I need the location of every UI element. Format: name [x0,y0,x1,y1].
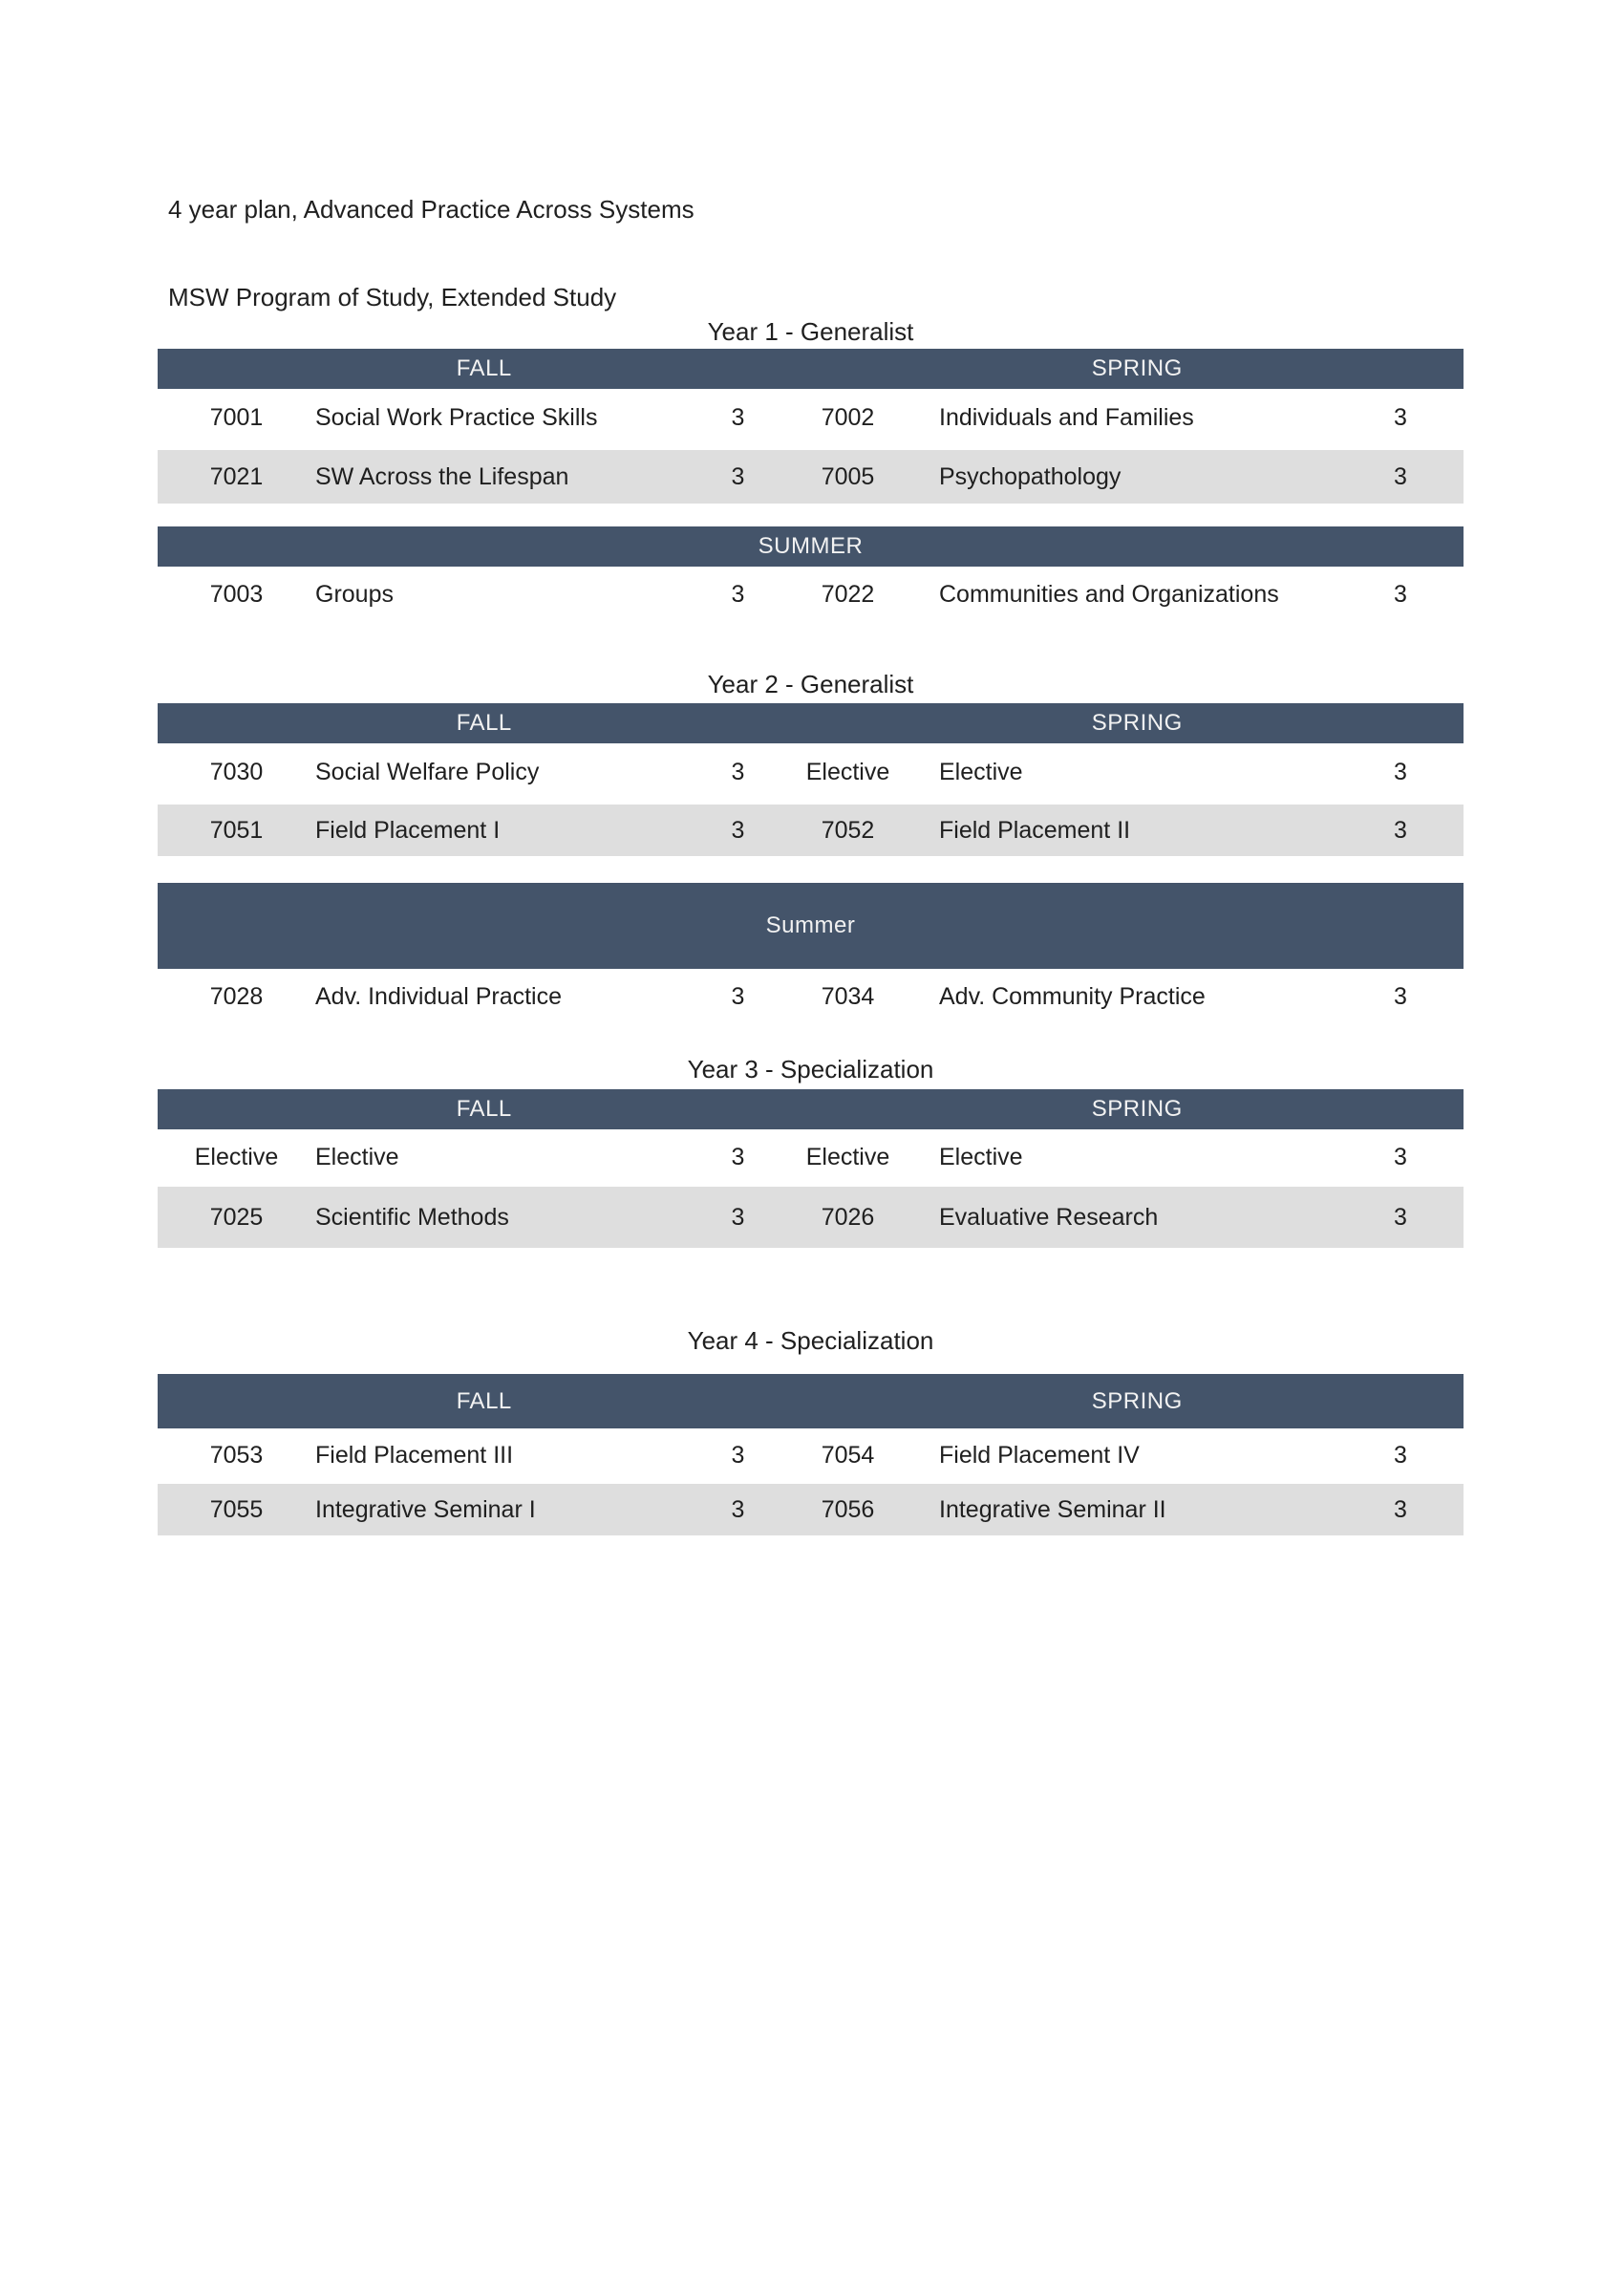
spring-label: SPRING [1091,1096,1183,1122]
spring-label: SPRING [1091,710,1183,736]
course-credits: 3 [1394,1441,1407,1469]
course-code: 7025 [209,1203,264,1231]
summer-label: Summer [765,912,856,938]
year-1-fall-spring-header-bar [158,349,1464,389]
year-2-heading: Year 2 - Generalist [707,670,914,698]
page-subtitle: MSW Program of Study, Extended Study [168,283,617,311]
year-1-summer-header-bar [158,526,1464,567]
course-code: 7034 [821,982,875,1010]
course-title: Integrative Seminar II [939,1495,1166,1523]
course-credits: 3 [731,462,745,490]
course-title: Field Placement IV [939,1441,1140,1469]
course-row [158,805,1464,856]
course-code: 7026 [821,1203,875,1231]
course-title: Field Placement I [315,816,501,844]
year-3-fall-spring-header-bar [158,1089,1464,1129]
course-row [158,389,1464,446]
course-code: 7028 [209,982,264,1010]
course-row [158,450,1464,504]
course-code: 7056 [821,1495,875,1523]
course-title: Psychopathology [939,462,1122,490]
year-4-fall-spring-header-bar [158,1374,1464,1428]
course-code: 7022 [821,580,875,608]
course-credits: 3 [731,580,745,608]
course-row [158,743,1464,801]
course-credits: 3 [731,403,745,431]
year-4-heading: Year 4 - Specialization [687,1326,934,1355]
course-credits: 3 [1394,1495,1407,1523]
course-code: 7002 [821,403,875,431]
spring-label: SPRING [1091,355,1183,381]
course-row [158,1484,1464,1535]
course-code: 7052 [821,816,875,844]
summer-label: SUMMER [758,533,864,559]
course-credits: 3 [1394,580,1407,608]
page-title: 4 year plan, Advanced Practice Across Systems [168,195,694,224]
spring-label: SPRING [1091,1387,1183,1414]
course-credits: 3 [731,1495,745,1523]
course-code: 7005 [821,462,875,490]
fall-label: FALL [456,1096,512,1122]
course-row [158,567,1464,622]
course-code: 7053 [209,1441,264,1469]
course-title: Groups [315,580,394,608]
year-1-heading: Year 1 - Generalist [707,317,914,346]
course-title: Communities and Organizations [939,580,1279,608]
course-code: Elective [805,758,890,785]
fall-label: FALL [456,1387,512,1414]
course-credits: 3 [1394,1203,1407,1231]
course-code: 7001 [209,403,264,431]
course-title: Field Placement III [315,1441,514,1469]
course-title: Social Work Practice Skills [315,403,598,431]
course-code: 7055 [209,1495,264,1523]
course-title: Elective [315,1143,399,1170]
course-title: Adv. Individual Practice [315,982,562,1010]
course-credits: 3 [731,1441,745,1469]
fall-label: FALL [456,355,512,381]
year-2-summer-header-bar [158,883,1464,969]
course-credits: 3 [731,982,745,1010]
year-3-heading: Year 3 - Specialization [687,1055,934,1084]
year-2-fall-spring-header-bar [158,703,1464,743]
course-credits: 3 [1394,462,1407,490]
course-row [158,969,1464,1024]
course-credits: 3 [1394,816,1407,844]
course-code: 7051 [209,816,264,844]
course-row [158,1428,1464,1482]
course-credits: 3 [1394,403,1407,431]
course-title: Social Welfare Policy [315,758,540,785]
course-code: 7030 [209,758,264,785]
course-title: Integrative Seminar I [315,1495,536,1523]
course-code: 7054 [821,1441,875,1469]
course-title: Elective [939,1143,1023,1170]
course-code: Elective [194,1143,279,1170]
course-title: Field Placement II [939,816,1131,844]
course-code: 7021 [209,462,264,490]
course-title: Scientific Methods [315,1203,509,1231]
course-title: Adv. Community Practice [939,982,1206,1010]
course-credits: 3 [731,758,745,785]
course-credits: 3 [731,1143,745,1170]
course-credits: 3 [731,816,745,844]
course-title: Evaluative Research [939,1203,1159,1231]
course-title: Individuals and Families [939,403,1194,431]
fall-label: FALL [456,710,512,736]
course-title: SW Across the Lifespan [315,462,569,490]
course-credits: 3 [1394,982,1407,1010]
course-row [158,1129,1464,1185]
course-row [158,1187,1464,1248]
course-credits: 3 [731,1203,745,1231]
course-credits: 3 [1394,758,1407,785]
course-title: Elective [939,758,1023,785]
course-code: Elective [805,1143,890,1170]
course-credits: 3 [1394,1143,1407,1170]
document-page [158,194,1464,1535]
course-code: 7003 [209,580,264,608]
